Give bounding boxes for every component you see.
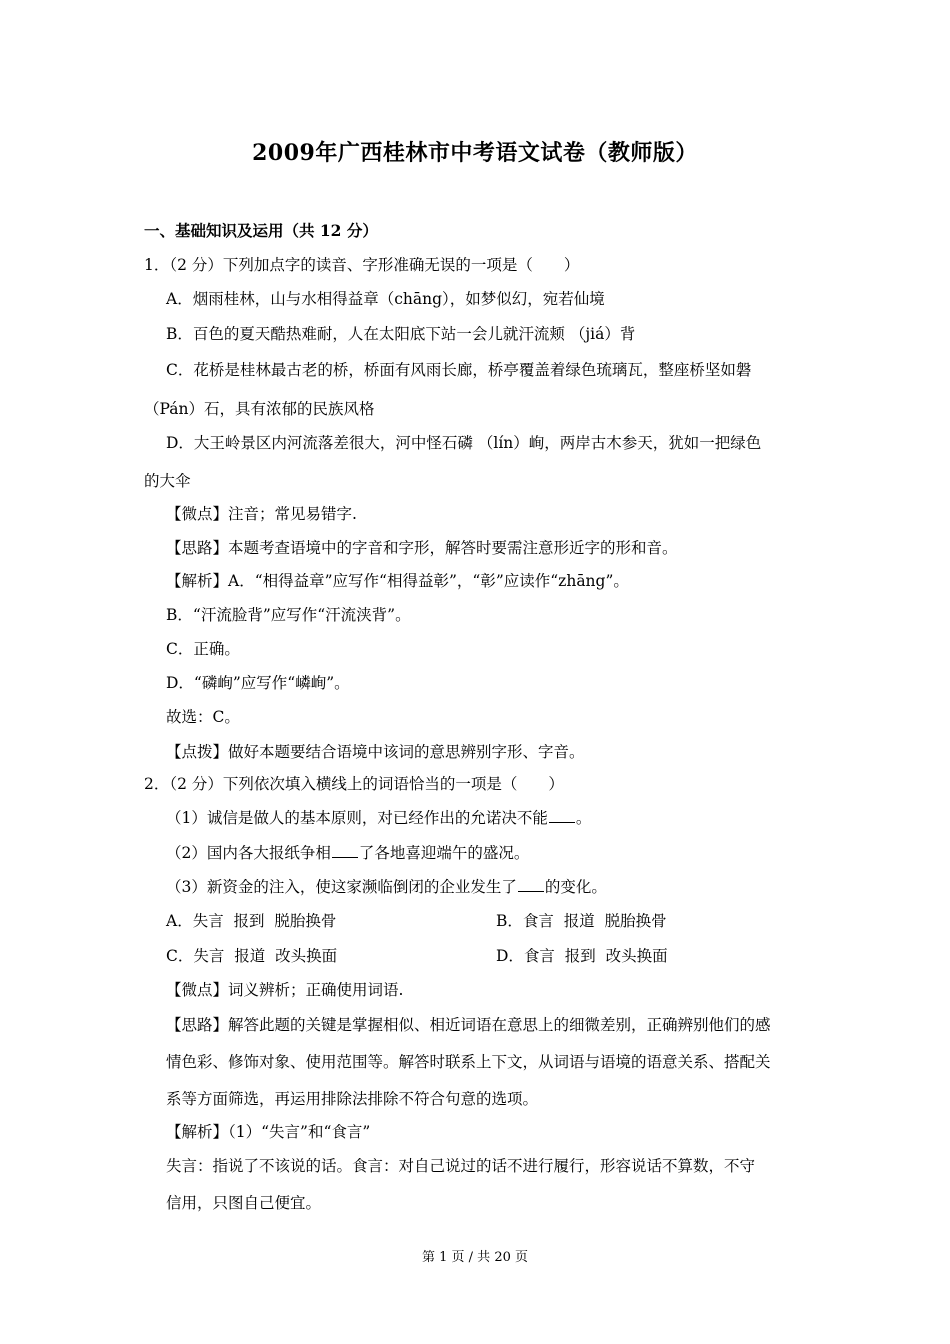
q1-option-b: B．百色的夏天酷热难耐，人在太阳底下站一会儿就汗流颊 （jiá）背 <box>166 325 636 343</box>
q2-s2-end: 了各地喜迎端午的盛况。 <box>358 844 530 862</box>
q2-s3-end: 的变化。 <box>544 878 607 896</box>
q2-silu-1: 【思路】解答此题的关键是掌握相似、相近词语在意思上的细微差别，正确辨别他们的感 <box>166 1016 771 1034</box>
q1-option-d: D．大王岭景区内河流落差很大，河中怪石磷 （lín）峋，两岸古木参天，犹如一把绿色 <box>166 434 762 452</box>
q2-explanation-1: 失言：指说了不该说的话。食言：对自己说过的话不进行履行，形容说话不算数，不守 <box>166 1157 756 1175</box>
fill-blank <box>549 807 575 823</box>
section-heading: 一、基础知识及运用（共 12 分） <box>144 221 378 240</box>
q2-option-b: B．食言 报道 脱胎换骨 <box>496 912 667 930</box>
page-footer: 第 1 页 / 共 20 页 <box>422 1250 528 1265</box>
page-title: 2009年广西桂林市中考语文试卷（教师版） <box>252 140 698 166</box>
q1-option-a: A．烟雨桂林，山与水相得益章（chāng），如梦似幻，宛若仙境 <box>166 290 605 308</box>
q2-sentence-2 <box>166 842 529 864</box>
q2-s1-end: 。 <box>575 809 592 827</box>
q2-sentence-3 <box>166 876 607 898</box>
fill-blank <box>332 842 358 858</box>
q2-silu-2: 情色彩、修饰对象、使用范围等。解答时联系上下文，从词语与语境的语意关系、搭配关 <box>166 1053 771 1071</box>
q1-jiexi-c: C．正确。 <box>166 640 240 658</box>
q2-sentence-1 <box>166 807 591 829</box>
q2-s3-text: （3）新资金的注入，使这家濒临倒闭的企业发生了 <box>166 878 517 896</box>
q1-answer: 故选：C。 <box>166 708 240 726</box>
q1-jiexi-a: 【解析】A．“相得益章”应写作“相得益彰”，“彰”应读作“zhāng”。 <box>166 572 629 590</box>
q2-silu-3: 系等方面筛选，再运用排除法排除不符合句意的选项。 <box>166 1090 539 1108</box>
q2-option-d: D．食言 报到 改头换面 <box>496 947 668 965</box>
q2-weidian: 【微点】词义辨析；正确使用词语. <box>166 981 404 999</box>
q2-explanation-2: 信用，只图自己便宜。 <box>166 1194 322 1212</box>
q1-option-c-cont: （Pán）石，具有浓郁的民族风格 <box>144 400 375 418</box>
q1-option-c: C．花桥是桂林最古老的桥，桥面有风雨长廊，桥亭覆盖着绿色琉璃瓦，整座桥坚如磐 <box>166 361 752 379</box>
question-2-stem: 2．（2 分）下列依次填入横线上的词语恰当的一项是（ ） <box>144 775 564 793</box>
question-1-stem: 1．（2 分）下列加点字的读音、字形准确无误的一项是（ ） <box>144 256 580 274</box>
fill-blank <box>518 876 544 892</box>
q1-silu: 【思路】本题考查语境中的字音和字形，解答时要需注意形近字的形和音。 <box>166 539 678 557</box>
q1-jiexi-b: B．“汗流脸背”应写作“汗流浃背”。 <box>166 606 411 624</box>
q2-s1-text: （1）诚信是做人的基本原则，对已经作出的允诺决不能 <box>166 809 548 827</box>
q1-weidian: 【微点】注音；常见易错字. <box>166 505 357 523</box>
q2-s2-text: （2）国内各大报纸争相 <box>166 844 331 862</box>
q1-dianbo: 【点拨】做好本题要结合语境中该词的意思辨别字形、字音。 <box>166 743 585 761</box>
q2-jiexi: 【解析】（1）“失言”和“食言” <box>166 1123 371 1141</box>
q1-option-d-cont: 的大伞 <box>144 472 191 490</box>
q2-option-c: C．失言 报道 改头换面 <box>166 947 338 965</box>
q1-jiexi-d: D．“磷峋”应写作“嶙峋”。 <box>166 674 350 692</box>
q2-option-a: A．失言 报到 脱胎换骨 <box>166 912 337 930</box>
